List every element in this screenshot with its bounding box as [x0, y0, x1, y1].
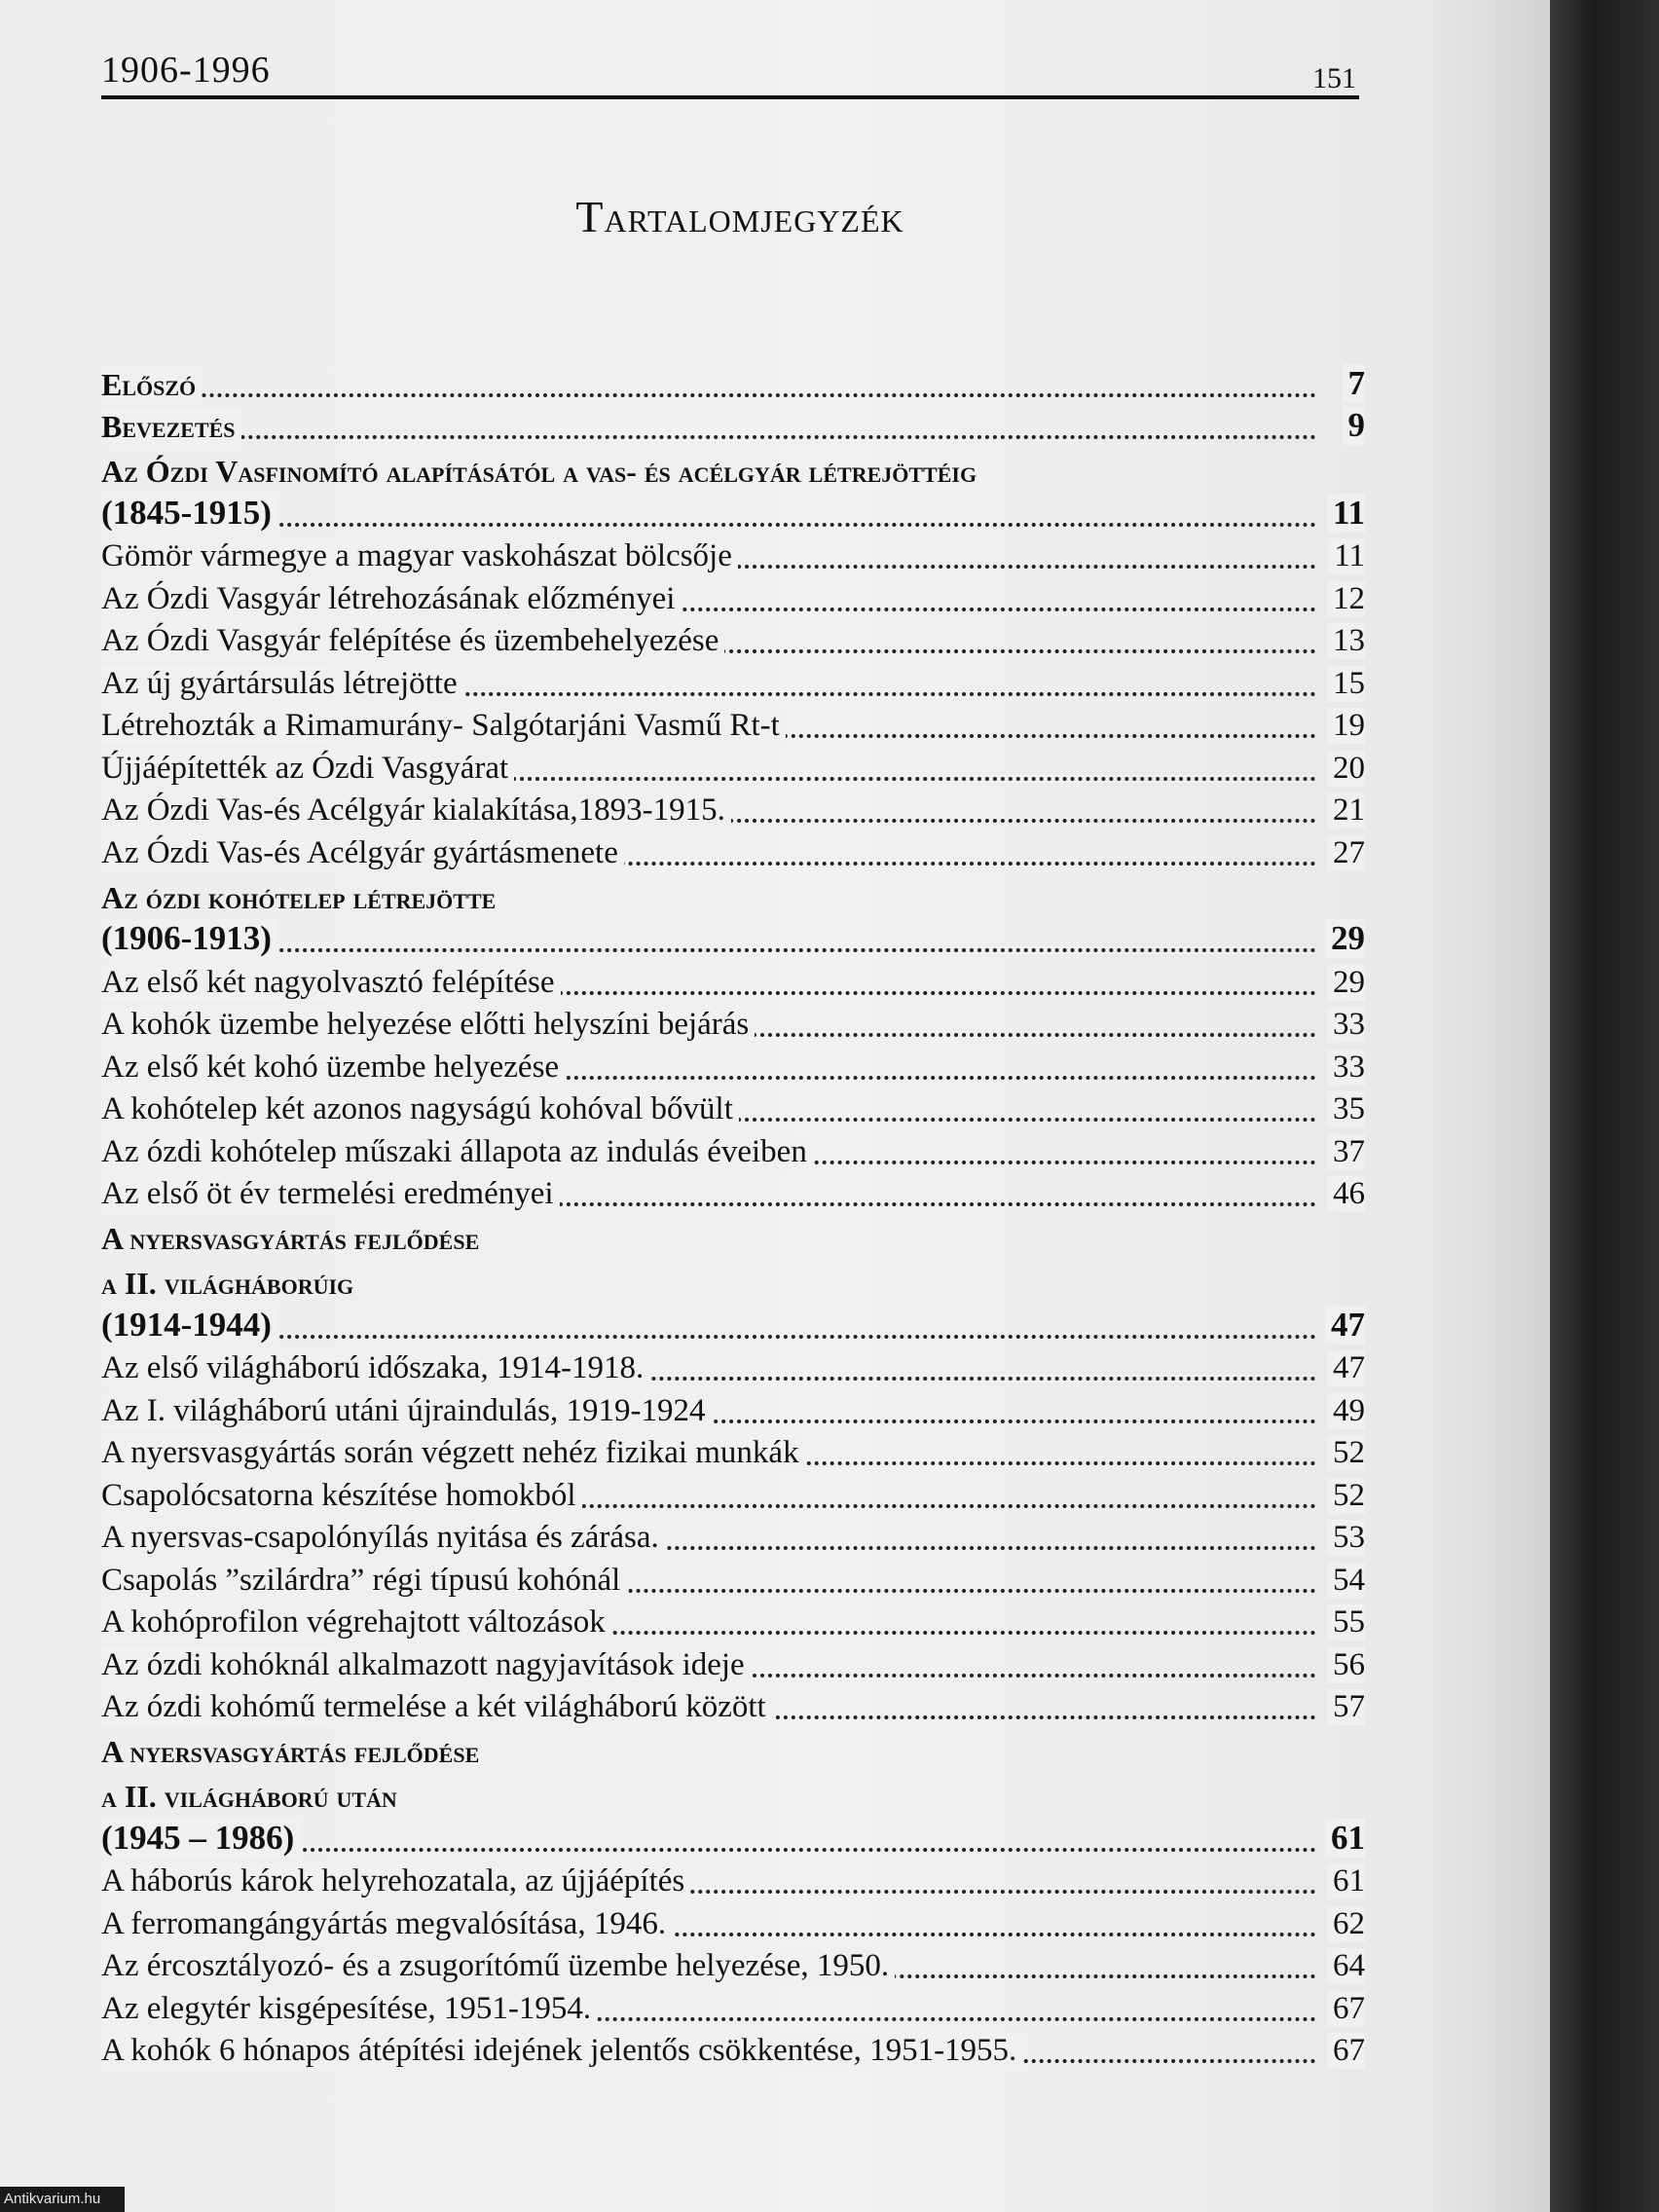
toc-entry-title: A nyersvasgyártás fejlődése: [101, 1221, 480, 1256]
toc-entry-page: 54: [1327, 1563, 1365, 1599]
toc-entry-page: 52: [1327, 1435, 1365, 1471]
toc-entry: [101, 1129, 1365, 1172]
watermark: Antikvarium.hu: [0, 2187, 125, 2212]
toc-entry-page: 52: [1327, 1478, 1365, 1514]
toc-entry-title: Az Ózdi Vasgyár felépítése és üzembehelyezése: [101, 623, 724, 659]
toc-entry-page: 11: [1327, 494, 1365, 533]
toc-entry-title: A kohóprofilon végrehajtott változások: [101, 1604, 611, 1641]
toc-entry-page: 9: [1343, 406, 1366, 445]
toc-entry-page: 56: [1327, 1647, 1365, 1683]
toc-entry-title: Előszó: [101, 367, 202, 403]
toc-entry-title: Az első két kohó üzembe helyezése: [101, 1050, 565, 1086]
toc-entry: [101, 492, 1365, 535]
toc-entry-title: (1914-1944): [101, 1306, 277, 1345]
toc-entry-page: 37: [1327, 1134, 1365, 1170]
toc-entry-title: a II. világháború után: [101, 1779, 397, 1814]
toc-entry-title: A kohók üzembe helyezése előtti helyszíni bejárás: [101, 1007, 755, 1043]
toc-entry: [101, 576, 1365, 619]
toc-entry-page: 20: [1327, 751, 1365, 787]
toc-entry-title: A nyersvasgyártás fejlődése: [101, 1734, 480, 1769]
toc-entry-title: Az első két nagyolvasztó felépítése: [101, 965, 561, 1001]
toc-entry-title: Gömör vármegye a magyar vaskohászat bölcsője: [101, 538, 738, 574]
toc-entry-page: 12: [1327, 581, 1365, 617]
toc-entry-page: 67: [1327, 1991, 1365, 2027]
toc-entry-page: 35: [1327, 1091, 1365, 1127]
toc-entry: [101, 1045, 1365, 1088]
toc-entry: [101, 1642, 1365, 1685]
toc-entry-title: (1845-1915): [101, 494, 277, 533]
toc-entry-title: Az új gyártársulás létrejötte: [101, 666, 463, 702]
toc-entry: [101, 1516, 1365, 1559]
toc-entry-page: 13: [1327, 623, 1365, 659]
toc-entry-page: 53: [1327, 1520, 1365, 1556]
toc-entry-title: (1945 – 1986): [101, 1819, 300, 1858]
toc-entry: [101, 1860, 1365, 1902]
toc-entry-page: 21: [1327, 793, 1365, 829]
toc-entry: [101, 960, 1365, 1003]
toc-entry-page: 67: [1327, 2033, 1365, 2069]
toc-entry-page: 29: [1325, 919, 1365, 958]
toc-entry: [101, 619, 1365, 662]
toc-entry: [101, 1727, 1365, 1772]
toc-entry-page: 33: [1327, 1007, 1365, 1043]
toc-entry-title: Az első világháború időszaka, 1914-1918.: [101, 1350, 649, 1386]
toc-entry-title: Az ércosztályozó- és a zsugorítómű üzembe helyezése, 1950.: [101, 1948, 895, 1984]
toc-entry-page: 11: [1328, 538, 1365, 574]
toc-entry-page: 47: [1325, 1306, 1365, 1345]
toc-entry: [101, 1172, 1365, 1215]
toc-entry: [101, 405, 1365, 448]
toc-entry: [101, 535, 1365, 577]
toc-entry: [101, 2029, 1365, 2072]
toc-entry: [101, 362, 1365, 405]
toc-entry-title: Bevezetés: [101, 409, 241, 445]
toc-entry-title: A nyersvas-csapolónyílás nyitása és zárása.: [101, 1520, 665, 1556]
toc-entry-title: Csapolócsatorna készítése homokból: [101, 1478, 582, 1514]
toc-entry-page: 46: [1327, 1176, 1365, 1212]
toc-entry: [101, 661, 1365, 704]
page-number: 151: [1312, 62, 1356, 94]
toc-entry-title: a II. világháborúig: [101, 1266, 354, 1301]
toc-entry-title: Az ózdi kohóknál alkalmazott nagyjavítások ideje: [101, 1647, 751, 1683]
toc-entry-title: Az ózdi kohómű termelése a két világháború között: [101, 1689, 772, 1725]
toc-entry-page: 29: [1327, 965, 1365, 1001]
toc-entry-page: 57: [1327, 1689, 1365, 1725]
dot-leader: [101, 393, 1316, 397]
toc-entry-page: 55: [1327, 1604, 1365, 1641]
toc-entry: [101, 1214, 1365, 1259]
book-spine-shadow: [1550, 0, 1659, 2212]
toc-entry-page: 61: [1325, 1819, 1365, 1858]
toc-entry: [101, 1388, 1365, 1431]
toc-entry-page: 7: [1343, 364, 1366, 403]
toc-entry-title: A kohók 6 hónapos átépítési idejének jelentős csökkentése, 1951-1955.: [101, 2033, 1022, 2069]
toc-entry-title: Az elegytér kisgépesítése, 1951-1954.: [101, 1991, 597, 2027]
toc-entry-page: 62: [1327, 1906, 1365, 1942]
toc-entry: [101, 1944, 1365, 1987]
toc-entry-title: Az Ózdi Vasgyár létrehozásának előzményei: [101, 581, 681, 617]
toc-entry-title: (1906-1913): [101, 919, 277, 958]
toc-entry: [101, 1003, 1365, 1046]
dot-leader: [101, 523, 1316, 527]
toc-entry-title: Az első öt év termelési eredményei: [101, 1176, 560, 1212]
toc-entry-page: 49: [1327, 1393, 1365, 1429]
toc-entry-title: Az Ózdi Vas-és Acélgyár gyártásmenete: [101, 835, 624, 871]
header-rule: [101, 95, 1359, 99]
toc-entry-title: Az Ózdi Vasfinomító alapításától a vas- és acélgyár létrejöttéig: [101, 454, 977, 489]
toc-entry: [101, 1346, 1365, 1389]
toc-entry: [101, 1558, 1365, 1601]
toc-entry-title: A nyersvasgyártás során végzett nehéz fizikai munkák: [101, 1435, 805, 1471]
toc-entry: [101, 1817, 1365, 1860]
toc-entry: [101, 1685, 1365, 1728]
toc-entry-title: Az Ózdi Vas-és Acélgyár kialakítása,1893-1915.: [101, 793, 731, 829]
toc-entry-title: Újjáépítették az Ózdi Vasgyárat: [101, 751, 514, 787]
dot-leader: [101, 948, 1316, 952]
toc-entry: [101, 1259, 1365, 1304]
table-of-contents: [101, 362, 1365, 2071]
toc-entry-page: 33: [1327, 1050, 1365, 1086]
toc-entry-title: Az ózdi kohótelep létrejötte: [101, 879, 497, 915]
toc-entry-title: Létrehozták a Rimamurány- Salgótarjáni Vasmű Rt-t: [101, 708, 786, 744]
toc-entry-page: 47: [1327, 1350, 1365, 1386]
toc-entry-page: 27: [1327, 835, 1365, 871]
toc-entry-page: 61: [1327, 1863, 1365, 1899]
toc-entry-title: A háborús károk helyrehozatala, az újjáépítés: [101, 1863, 690, 1899]
toc-entry: [101, 1088, 1365, 1130]
toc-entry: [101, 704, 1365, 747]
running-header: 1906-1996: [101, 50, 271, 91]
toc-entry: [101, 1431, 1365, 1474]
toc-entry-page: 19: [1327, 708, 1365, 744]
page-title: Tartalomjegyzék: [575, 192, 904, 241]
toc-entry: [101, 789, 1365, 831]
dot-leader: [101, 435, 1316, 439]
toc-entry: [101, 746, 1365, 789]
dot-leader: [101, 1335, 1316, 1339]
toc-entry-title: Az ózdi kohótelep műszaki állapota az indulás éveiben: [101, 1134, 813, 1170]
toc-entry-page: 15: [1327, 666, 1365, 702]
toc-entry-title: A kohótelep két azonos nagyságú kohóval bővült: [101, 1091, 739, 1127]
toc-entry: [101, 1601, 1365, 1643]
toc-entry: [101, 447, 1365, 492]
toc-entry: [101, 918, 1365, 961]
toc-entry: [101, 1986, 1365, 2029]
toc-entry-page: 64: [1327, 1948, 1365, 1984]
toc-entry: [101, 1304, 1365, 1346]
toc-entry: [101, 1772, 1365, 1817]
toc-entry: [101, 830, 1365, 873]
toc-entry: [101, 1901, 1365, 1944]
toc-entry-title: Csapolás ”szilárdra” régi típusú kohónál: [101, 1563, 626, 1599]
toc-entry-title: A ferromangángyártás megvalósítása, 1946.: [101, 1906, 672, 1942]
toc-entry: [101, 1473, 1365, 1516]
toc-entry: [101, 873, 1365, 918]
toc-entry-title: Az I. világháború utáni újraindulás, 1919-1924: [101, 1393, 711, 1429]
